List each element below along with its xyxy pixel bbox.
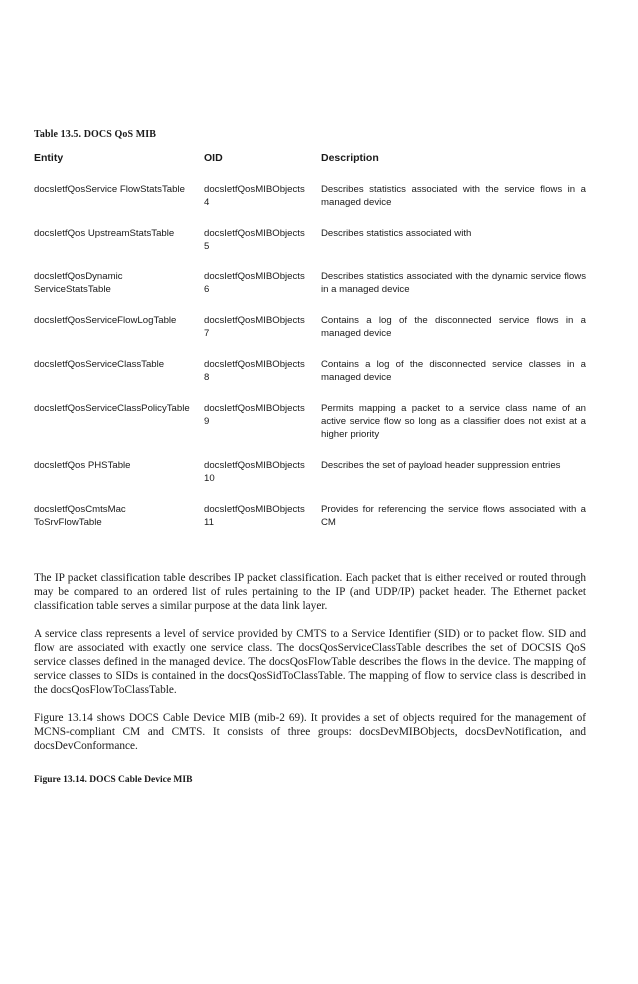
table-row-description <box>321 270 586 296</box>
column-header-description: Description <box>321 152 379 164</box>
table-row-description <box>321 459 586 472</box>
table-row-oid <box>204 358 316 384</box>
entity-text: docsIetfQosCmtsMac <box>34 504 126 515</box>
table-row-entity <box>34 227 199 240</box>
table-row-entity <box>34 402 199 415</box>
oid-number: 10 <box>204 473 215 484</box>
table-row-entity <box>34 459 199 472</box>
column-header-oid: OID <box>204 152 223 164</box>
paragraph-ip-classification: The IP packet classification table describes IP packet classification. Each packet that is either received or routed through may be compared to an ordered list of rules pertaining to the IP (and UDP/IP) packet header. The Ethernet packet classification table serves a similar purpose at the data link layer. <box>34 572 586 612</box>
table-row-entity <box>34 270 199 296</box>
entity-text: docsIetfQos UpstreamStatsTable <box>34 228 175 239</box>
table-row-entity <box>34 183 199 196</box>
description-text: Permits mapping a packet to a service class name of an active service flow so long as a classifier does not exist at a higher priority <box>321 403 586 440</box>
description-text: Contains a log of the disconnected service flows in a managed device <box>321 315 586 339</box>
oid-number: 9 <box>204 416 210 427</box>
table-row-oid <box>204 503 316 529</box>
oid-text: docsIetfQosMIBObjects <box>204 228 305 239</box>
table-row-oid <box>204 314 316 340</box>
entity-text: ToSrvFlowTable <box>34 517 102 528</box>
oid-number: 8 <box>204 372 210 383</box>
table-row-description <box>321 503 586 529</box>
table-row-entity <box>34 314 199 327</box>
oid-number: 4 <box>204 197 210 208</box>
oid-number: 5 <box>204 241 210 252</box>
oid-text: docsIetfQosMIBObjects <box>204 359 305 370</box>
entity-text: docsIetfQosDynamic <box>34 271 123 282</box>
oid-number: 6 <box>204 284 210 295</box>
paragraph-service-class: A service class represents a level of service provided by CMTS to a Service Identifier (SID) or to packet flow. SID and flow are associated with exactly one service class. The docsQosServiceClassTable describes the set of DOCSIS QoS service classes defined in the managed device. The docsQosFlowTable describes the flows in the device. The mapping of service classes to SIDs is contained in the docsQosSidToClassTable. The mapping of flow to service class is described in the docsQosFlowToClassTable. <box>34 628 586 696</box>
oid-text: docsIetfQosMIBObjects <box>204 315 305 326</box>
oid-number: 11 <box>204 517 214 528</box>
description-text: Describes the set of payload header suppression entries <box>321 460 561 471</box>
description-text: Contains a log of the disconnected service classes in a managed device <box>321 359 586 383</box>
entity-text: ServiceStatsTable <box>34 284 111 295</box>
table-row-oid <box>204 270 316 296</box>
oid-text: docsIetfQosMIBObjects <box>204 271 305 282</box>
description-text: Describes statistics associated with the service flows in a managed device <box>321 184 586 208</box>
column-header-entity: Entity <box>34 152 64 164</box>
table-row-description <box>321 314 586 340</box>
table-row-entity <box>34 358 199 371</box>
table-row-description <box>321 183 586 209</box>
oid-text: docsIetfQosMIBObjects <box>204 504 305 515</box>
description-text: Provides for referencing the service flows associated with a CM <box>321 504 586 528</box>
description-text: Describes statistics associated with <box>321 228 472 239</box>
entity-text: docsIetfQosServiceClassPolicyTable <box>34 403 190 414</box>
oid-number: 7 <box>204 328 210 339</box>
table-row-entity <box>34 503 199 529</box>
table-row-description <box>321 227 586 240</box>
oid-text: docsIetfQosMIBObjects <box>204 403 305 414</box>
oid-text: docsIetfQosMIBObjects <box>204 184 305 195</box>
paragraph-cable-device-mib: Figure 13.14 shows DOCS Cable Device MIB (mib-2 69). It provides a set of objects required for the management of MCNS-compliant CM and CMTS. It consists of three groups: docsDevMIBObjects, docsDevNotification, and docsDevConformance. <box>34 712 586 752</box>
entity-text: docsIetfQosService FlowStatsTable <box>34 184 185 195</box>
oid-text: docsIetfQosMIBObjects <box>204 460 305 471</box>
table-row-oid <box>204 459 316 485</box>
table-row-oid <box>204 183 316 209</box>
description-text: Describes statistics associated with the dynamic service flows in a managed device <box>321 271 586 295</box>
figure-caption: Figure 13.14. DOCS Cable Device MIB <box>34 775 193 785</box>
table-row-description <box>321 358 586 384</box>
table-row-description <box>321 402 586 441</box>
entity-text: docsIetfQosServiceFlowLogTable <box>34 315 177 326</box>
table-row-oid <box>204 402 316 428</box>
entity-text: docsIetfQos PHSTable <box>34 460 131 471</box>
table-caption: Table 13.5. DOCS QoS MIB <box>34 129 157 140</box>
table-row-oid <box>204 227 316 253</box>
entity-text: docsIetfQosServiceClassTable <box>34 359 165 370</box>
